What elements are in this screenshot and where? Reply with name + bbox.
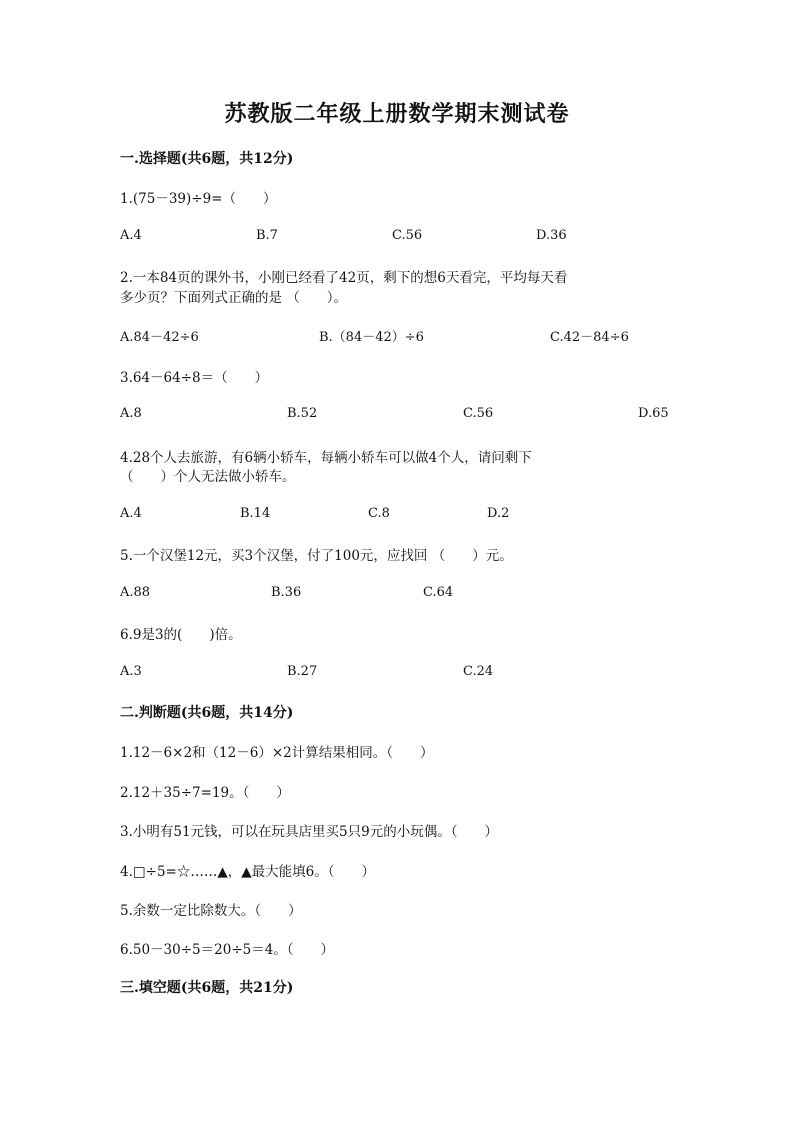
option-1-4-d: D.2: [487, 506, 510, 521]
option-1-4-b: B.14: [240, 506, 271, 521]
question-2-1: 1.12－6×2和（12－6）×2计算结果相同。（ ）: [120, 745, 434, 761]
question-2-3: 3.小明有51元钱，可以在玩具店里买5只9元的小玩偶。（ ）: [120, 824, 498, 840]
option-1-1-a: A.4: [120, 228, 142, 243]
question-2-5: 5.余数一定比除数大。（ ）: [120, 903, 302, 919]
option-1-1-d: D.36: [536, 228, 567, 243]
question-1-2-line1: 2.一本84页的课外书，小刚已经看了42页，剩下的想6天看完，平均每天看: [120, 270, 568, 286]
option-1-1-c: C.56: [392, 228, 423, 243]
option-1-6-c: C.24: [463, 664, 494, 679]
option-1-6-a: A.3: [120, 664, 142, 679]
option-1-5-c: C.64: [423, 585, 454, 600]
option-1-1-b: B.7: [256, 228, 278, 243]
question-1-1: 1.(75－39)÷9=（ ）: [120, 191, 277, 207]
question-2-2: 2.12＋35÷7=19。（ ）: [120, 785, 290, 801]
option-1-5-a: A.88: [120, 585, 151, 600]
question-1-6: 6.9是3的( )倍。: [120, 627, 242, 643]
question-1-4-line1: 4.28个人去旅游，有6辆小轿车，每辆小轿车可以做4个人，请问剩下: [120, 450, 532, 466]
option-1-4-a: A.4: [120, 506, 142, 521]
section-heading-fill-in: 三.填空题(共6题，共21分): [120, 980, 294, 996]
question-1-4-line2: （ ）个人无法做小轿车。: [120, 469, 296, 485]
option-1-3-b: B.52: [287, 406, 318, 421]
option-1-4-c: C.8: [368, 506, 390, 521]
option-1-2-a: A.84－42÷6: [120, 330, 199, 345]
question-1-5: 5.一个汉堡12元，买3个汉堡，付了100元，应找回 （ ）元。: [120, 548, 513, 564]
option-1-3-a: A.8: [120, 406, 142, 421]
option-1-3-d: D.65: [638, 406, 669, 421]
option-1-2-b: B.（84－42）÷6: [319, 330, 424, 345]
section-heading-judgement: 二.判断题(共6题，共14分): [120, 705, 294, 721]
question-1-2-line2: 多少页？下面列式正确的是 （ ）。: [120, 290, 348, 306]
option-1-6-b: B.27: [287, 664, 318, 679]
page-title: 苏教版二年级上册数学期末测试卷: [224, 101, 570, 127]
question-1-3: 3.64－64÷8＝（ ）: [120, 370, 269, 386]
section-heading-choice: 一.选择题(共6题，共12分): [120, 151, 294, 167]
option-1-3-c: C.56: [463, 406, 494, 421]
question-2-4: 4.□÷5=☆……▲，▲最大能填6。（ ）: [120, 864, 375, 880]
option-1-2-c: C.42－84÷6: [550, 330, 629, 345]
option-1-5-b: B.36: [271, 585, 302, 600]
question-2-6: 6.50－30÷5＝20÷5＝4。（ ）: [120, 942, 335, 958]
